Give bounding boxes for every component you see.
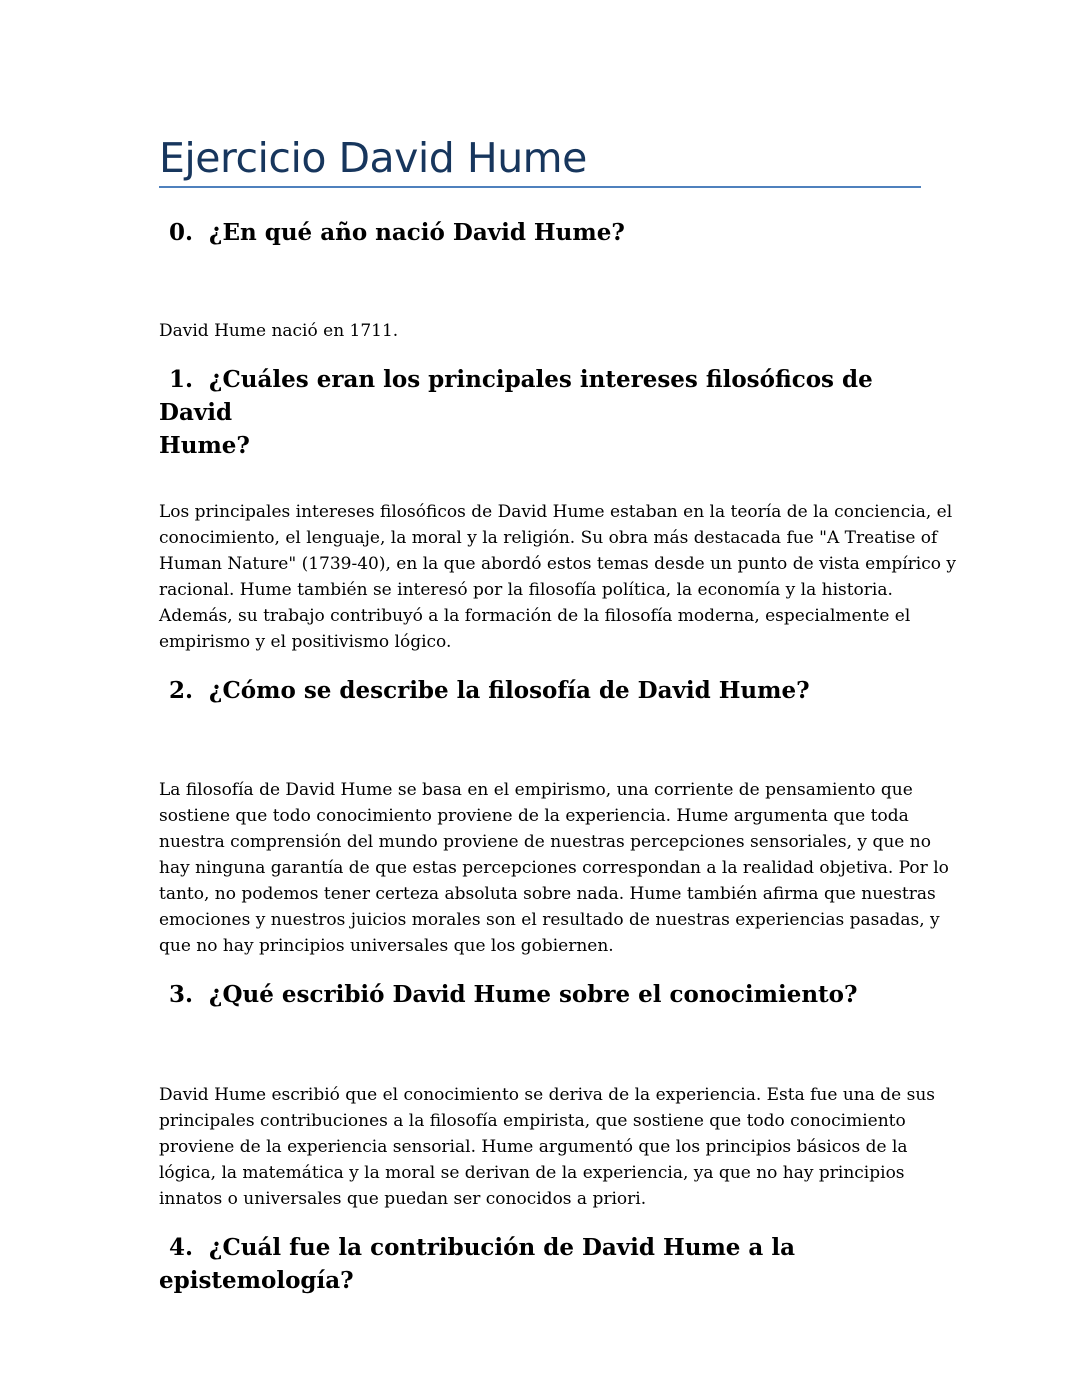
question-1-text-line2: Hume? (159, 432, 250, 459)
page-title: Ejercicio David Hume (159, 134, 587, 182)
answer-1-paragraph (159, 499, 957, 655)
question-3-number: 3. (169, 981, 194, 1008)
answer-3-line: proviene de la experiencia sensorial. Hume argumentó que los principios básicos de la (159, 1137, 908, 1157)
answer-3-line: principales contribuciones a la filosofía empirista, que sostiene que todo conocimiento (159, 1111, 906, 1131)
answer-2-line: La filosofía de David Hume se basa en el empirismo, una corriente de pensamiento que (159, 780, 913, 800)
title-underline (159, 186, 921, 188)
answer-1-line: conocimiento, el lenguaje, la moral y la religión. Su obra más destacada fue "A Treatise of (159, 528, 938, 548)
answer-3-line: David Hume escribió que el conocimiento se deriva de la experiencia. Esta fue una de sus (159, 1085, 936, 1105)
answer-2-line: nuestra comprensión del mundo proviene de nuestras percepciones sensoriales, y que no (159, 832, 931, 852)
answer-3-paragraph (159, 1082, 936, 1212)
answer-0-paragraph (159, 318, 929, 344)
question-0-heading (159, 216, 919, 249)
answer-2-line: que no hay principios universales que los gobiernen. (159, 936, 614, 956)
answer-1-line: Human Nature" (1739-40), en la que abordó estos temas desde un punto de vista empírico y (159, 554, 957, 574)
question-2-number: 2. (169, 677, 194, 704)
answer-0-line: David Hume nació en 1711. (159, 321, 399, 341)
question-1-text-line1: ¿Cuáles eran los principales intereses filosóficos de David (159, 366, 873, 426)
question-3-text: ¿Qué escribió David Hume sobre el conocimiento? (209, 981, 858, 1008)
question-1-heading (159, 363, 919, 462)
question-2-text: ¿Cómo se describe la filosofía de David Hume? (209, 677, 810, 704)
answer-2-line: tanto, no podemos tener certeza absoluta sobre nada. Hume también afirma que nuestras (159, 884, 936, 904)
question-2-heading (159, 674, 919, 707)
question-3-heading (159, 978, 919, 1011)
question-4-number: 4. (169, 1234, 194, 1261)
answer-3-line: lógica, la matemática y la moral se derivan de la experiencia, ya que no hay principios (159, 1163, 905, 1183)
answer-2-paragraph (159, 777, 949, 959)
question-4-heading (159, 1231, 919, 1297)
answer-1-line: racional. Hume también se interesó por la filosofía política, la economía y la historia. (159, 580, 893, 600)
answer-1-line: Los principales intereses filosóficos de David Hume estaban en la teoría de la conciencia, el (159, 502, 953, 522)
answer-2-line: sostiene que todo conocimiento proviene de la experiencia. Hume argumenta que toda (159, 806, 909, 826)
answer-1-line: empirismo y el positivismo lógico. (159, 632, 452, 652)
answer-2-line: hay ninguna garantía de que estas percepciones correspondan a la realidad objetiva. Por lo (159, 858, 949, 878)
answer-3-line: innatos o universales que puedan ser conocidos a priori. (159, 1189, 647, 1209)
question-0-number: 0. (169, 219, 194, 246)
answer-1-line: Además, su trabajo contribuyó a la formación de la filosofía moderna, especialmente el (159, 606, 911, 626)
answer-2-line: emociones y nuestros juicios morales son el resultado de nuestras experiencias pasadas, y (159, 910, 940, 930)
question-0-text: ¿En qué año nació David Hume? (209, 219, 625, 246)
question-1-number: 1. (169, 366, 194, 393)
question-4-text: ¿Cuál fue la contribución de David Hume a la epistemología? (159, 1234, 795, 1294)
